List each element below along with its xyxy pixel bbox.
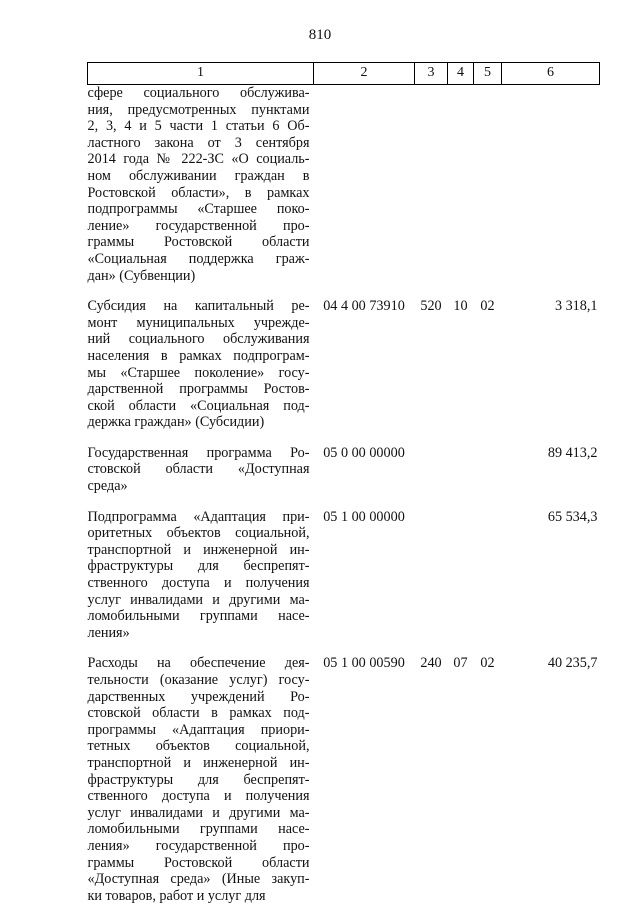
row-amount xyxy=(502,85,600,285)
table-row xyxy=(88,655,600,904)
description-line: тельности (оказание услуг) госу- xyxy=(87,672,310,688)
row-description xyxy=(88,509,314,642)
description-line: фраструктуры для беспрепят- xyxy=(87,771,310,788)
row-description xyxy=(88,445,314,495)
description-line: монт муниципальных учрежде- xyxy=(87,314,310,331)
description-line: ломобильными группами насе- xyxy=(87,608,310,625)
page-number: 810 xyxy=(308,27,332,43)
description-line: транспортной и инженерной ин- xyxy=(87,754,310,771)
description-line: ственного доступа и получения xyxy=(87,788,310,805)
description-line: Государственная программа Ро- xyxy=(87,444,310,461)
header-col-5: 5 xyxy=(474,63,502,85)
description-line: ний социального обслуживания xyxy=(87,331,310,348)
description-line: дарственной программы Ростов- xyxy=(87,381,310,398)
description-line: программы «Адаптация приори- xyxy=(87,721,310,738)
header-col-1: 1 xyxy=(88,63,314,85)
description-line: ластного закона от 3 сентября xyxy=(87,134,310,151)
row-section xyxy=(448,85,474,285)
description-line: граммы Ростовской области xyxy=(87,854,310,871)
description-line: «Социальная поддержка граж- xyxy=(87,250,310,267)
description-line: населения в рамках подпрограм- xyxy=(87,347,310,364)
description-line: тетных объектов социальной, xyxy=(87,738,310,755)
description-line: среда» xyxy=(87,478,128,495)
description-line: ки товаров, работ и услуг для xyxy=(87,887,266,904)
header-col-4: 4 xyxy=(448,63,474,85)
row-section xyxy=(448,509,474,642)
description-line: граммы Ростовской области xyxy=(87,234,310,251)
table-body xyxy=(88,85,600,905)
description-line: Расходы на обеспечение дея- xyxy=(87,655,310,672)
description-line: подпрограммы «Старшее поко- xyxy=(87,201,310,218)
table-row xyxy=(88,298,600,431)
row-expense-type xyxy=(415,85,448,285)
row-code xyxy=(314,85,415,285)
row-amount: 89 413,2 xyxy=(547,444,598,461)
description-line: стовской области в рамках под- xyxy=(87,705,310,722)
row-code: 04 4 00 73910 xyxy=(323,298,405,315)
row-expense-type: 240 xyxy=(420,655,442,672)
row-section: 07 xyxy=(453,655,468,672)
description-line: услуг инвалидами и другими ма- xyxy=(87,804,310,821)
row-description xyxy=(88,655,314,904)
description-line: держка граждан» (Субсидии) xyxy=(87,414,265,431)
row-spacer-cell xyxy=(88,431,600,445)
header-row xyxy=(88,63,600,85)
description-line: ление» государственной про- xyxy=(87,217,310,234)
row-amount: 65 534,3 xyxy=(547,508,598,525)
row-spacer xyxy=(88,495,600,509)
description-line: ния, предусмотренных пунктами xyxy=(87,101,310,118)
header-col-3: 3 xyxy=(415,63,448,85)
row-description xyxy=(88,298,314,431)
description-line: транспортной и инженерной ин- xyxy=(87,541,310,558)
description-line: 2014 года № 222-ЗС «О социаль- xyxy=(87,151,310,168)
description-line: Подпрограмма «Адаптация при- xyxy=(87,508,310,525)
description-line: ном обслуживании граждан в xyxy=(87,167,310,184)
row-spacer xyxy=(88,641,600,655)
description-line: стовской области «Доступная xyxy=(87,461,310,478)
row-code: 05 1 00 00000 xyxy=(323,508,405,525)
row-spacer xyxy=(88,431,600,445)
budget-table xyxy=(87,62,600,904)
row-subsection xyxy=(474,85,502,285)
description-line: ской области «Социальная под- xyxy=(87,397,310,414)
row-code: 05 1 00 00590 xyxy=(323,655,405,672)
description-line: сфере социального обслужива- xyxy=(87,85,310,101)
description-line: ления» государственной про- xyxy=(87,837,310,854)
header-col-2: 2 xyxy=(314,63,415,85)
table-row xyxy=(88,85,600,285)
row-subsection xyxy=(474,509,502,642)
description-line: фраструктуры для беспрепят- xyxy=(87,558,310,575)
row-expense-type: 520 xyxy=(420,298,442,315)
description-line: услуг инвалидами и другими ма- xyxy=(87,591,310,608)
table-row xyxy=(88,445,600,495)
row-expense-type xyxy=(415,445,448,495)
row-expense-type xyxy=(415,509,448,642)
row-spacer-cell xyxy=(88,495,600,509)
row-section: 10 xyxy=(453,298,468,315)
description-line: ломобильными группами насе- xyxy=(87,821,310,838)
description-line: дан» (Субвенции) xyxy=(87,267,196,284)
description-line: Субсидия на капитальный ре- xyxy=(87,298,310,315)
description-line: «Доступная среда» (Иные закуп- xyxy=(87,871,310,888)
row-code: 05 0 00 00000 xyxy=(323,444,405,461)
description-line: ления» xyxy=(87,624,130,641)
table-row xyxy=(88,509,600,642)
row-subsection xyxy=(474,445,502,495)
description-line: оритетных объектов социальной, xyxy=(87,525,310,542)
description-line: ственного доступа и получения xyxy=(87,575,310,592)
row-subsection: 02 xyxy=(480,655,495,672)
row-subsection: 02 xyxy=(480,298,495,315)
row-spacer-cell xyxy=(88,284,600,298)
description-line: 2, 3, 4 и 5 части 1 статьи 6 Об- xyxy=(87,118,310,135)
row-spacer xyxy=(88,284,600,298)
description-line: дарственных учреждений Ро- xyxy=(87,688,310,705)
row-description xyxy=(88,85,314,285)
description-line: мы «Старшее поколение» госу- xyxy=(87,364,310,381)
description-line: Ростовской области», в рамках xyxy=(87,184,310,201)
row-section xyxy=(448,445,474,495)
header-col-6: 6 xyxy=(502,63,600,85)
row-spacer-cell xyxy=(88,641,600,655)
row-amount: 40 235,7 xyxy=(547,655,598,672)
row-amount: 3 318,1 xyxy=(554,298,598,315)
